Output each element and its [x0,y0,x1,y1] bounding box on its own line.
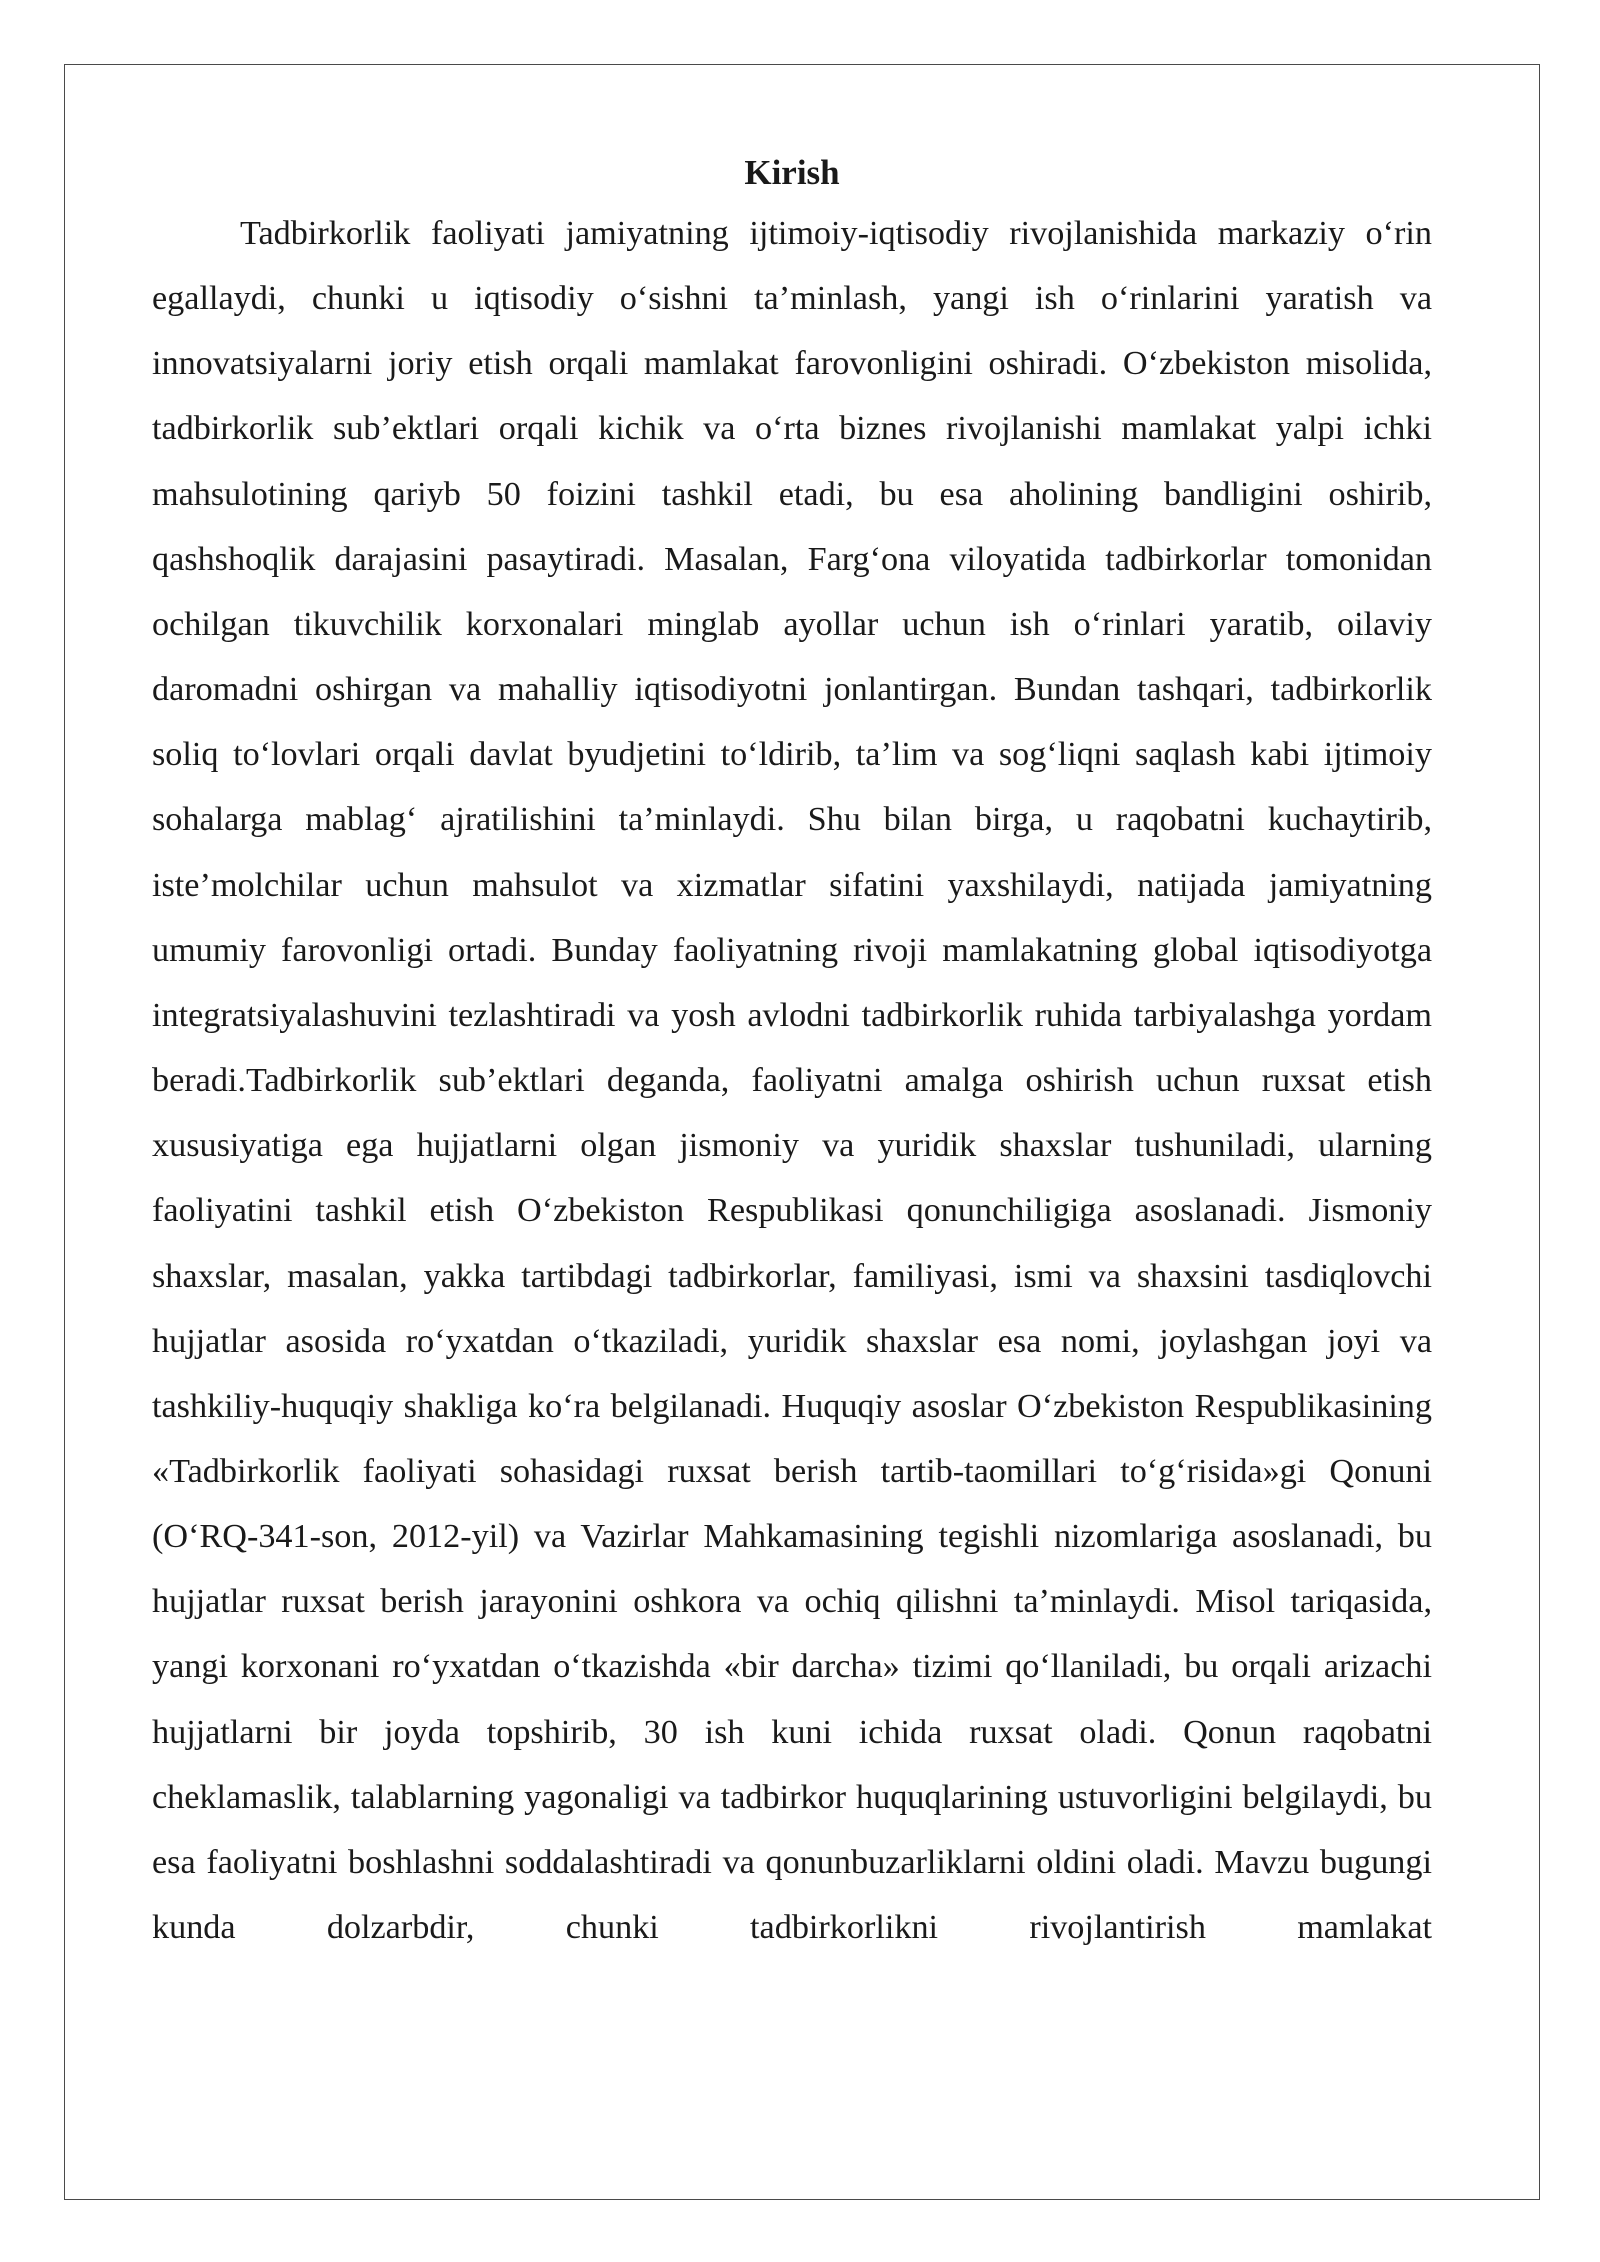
document-content [152,145,1432,1960]
body-paragraph: Tadbirkorlik faoliyati jamiyatning ijtimoiy-iqtisodiy rivojlanishida markaziy o‘rin egallaydi, chunki u iqtisodiy o‘sishni ta’minlash, yangi ish o‘rinlarini yaratish va innovatsiyalarni joriy etish orqali mamlakat farovonligini oshiradi. O‘zbekiston misolida, tadbirkorlik sub’ektlari orqali kichik va o‘rta biznes rivojlanishi mamlakat yalpi ichki mahsulotining qariyb 50 foizini tashkil etadi, bu esa aholining bandligini oshirib, qashshoqlik darajasini pasaytiradi. Masalan, Farg‘ona viloyatida tadbirkorlar tomonidan ochilgan tikuvchilik korxonalari minglab ayollar uchun ish o‘rinlari yaratib, oilaviy daromadni oshirgan va mahalliy iqtisodiyotni jonlantirgan. Bundan tashqari, tadbirkorlik soliq to‘lovlari orqali davlat byudjetini to‘ldirib, ta’lim va sog‘liqni saqlash kabi ijtimoiy sohalarga mablag‘ ajratilishini ta’minlaydi. Shu bilan birga, u raqobatni kuchaytirib, iste’molchilar uchun mahsulot va xizmatlar sifatini yaxshilaydi, natijada jamiyatning umumiy farovonligi ortadi. Bunday faoliyatning rivoji mamlakatning global iqtisodiyotga integratsiyalashuvini tezlashtiradi va yosh avlodni tadbirkorlik ruhida tarbiyalashga yordam beradi.Tadbirkorlik sub’ektlari deganda, faoliyatni amalga oshirish uchun ruxsat etish xususiyatiga ega hujjatlarni olgan jismoniy va yuridik shaxslar tushuniladi, ularning faoliyatini tashkil etish O‘zbekiston Respublikasi qonunchiligiga asoslanadi. Jismoniy shaxslar, masalan, yakka tartibdagi tadbirkorlar, familiyasi, ismi va shaxsini tasdiqlovchi hujjatlar asosida ro‘yxatdan o‘tkaziladi, yuridik shaxslar esa nomi, joylashgan joyi va tashkiliy-huquqiy shakliga ko‘ra belgilanadi. Huquqiy asoslar O‘zbekiston Respublikasining «Tadbirkorlik faoliyati sohasidagi ruxsat berish tartib-taomillari to‘g‘risida»gi Qonuni (O‘RQ-341-son, 2012-yil) va Vazirlar Mahkamasining tegishli nizomlariga asoslanadi, bu hujjatlar ruxsat berish jarayonini oshkora va ochiq qilishni ta’minlaydi. Misol tariqasida, yangi korxonani ro‘yxatdan o‘tkazishda «bir darcha» tizimi qo‘llaniladi, bu orqali arizachi hujjatlarni bir joyda topshirib, 30 ish kuni ichida ruxsat oladi. Qonun raqobatni cheklamaslik, talablarning yagonaligi va tadbirkor huquqlarining ustuvorligini belgilaydi, bu esa faoliyatni boshlashni soddalashtiradi va qonunbuzarliklarni oldini oladi. Mavzu bugungi kunda dolzarbdir, chunki tadbirkorlikni rivojlantirish mamlakat [152,215,1432,1947]
document-title: Kirish [744,153,840,192]
